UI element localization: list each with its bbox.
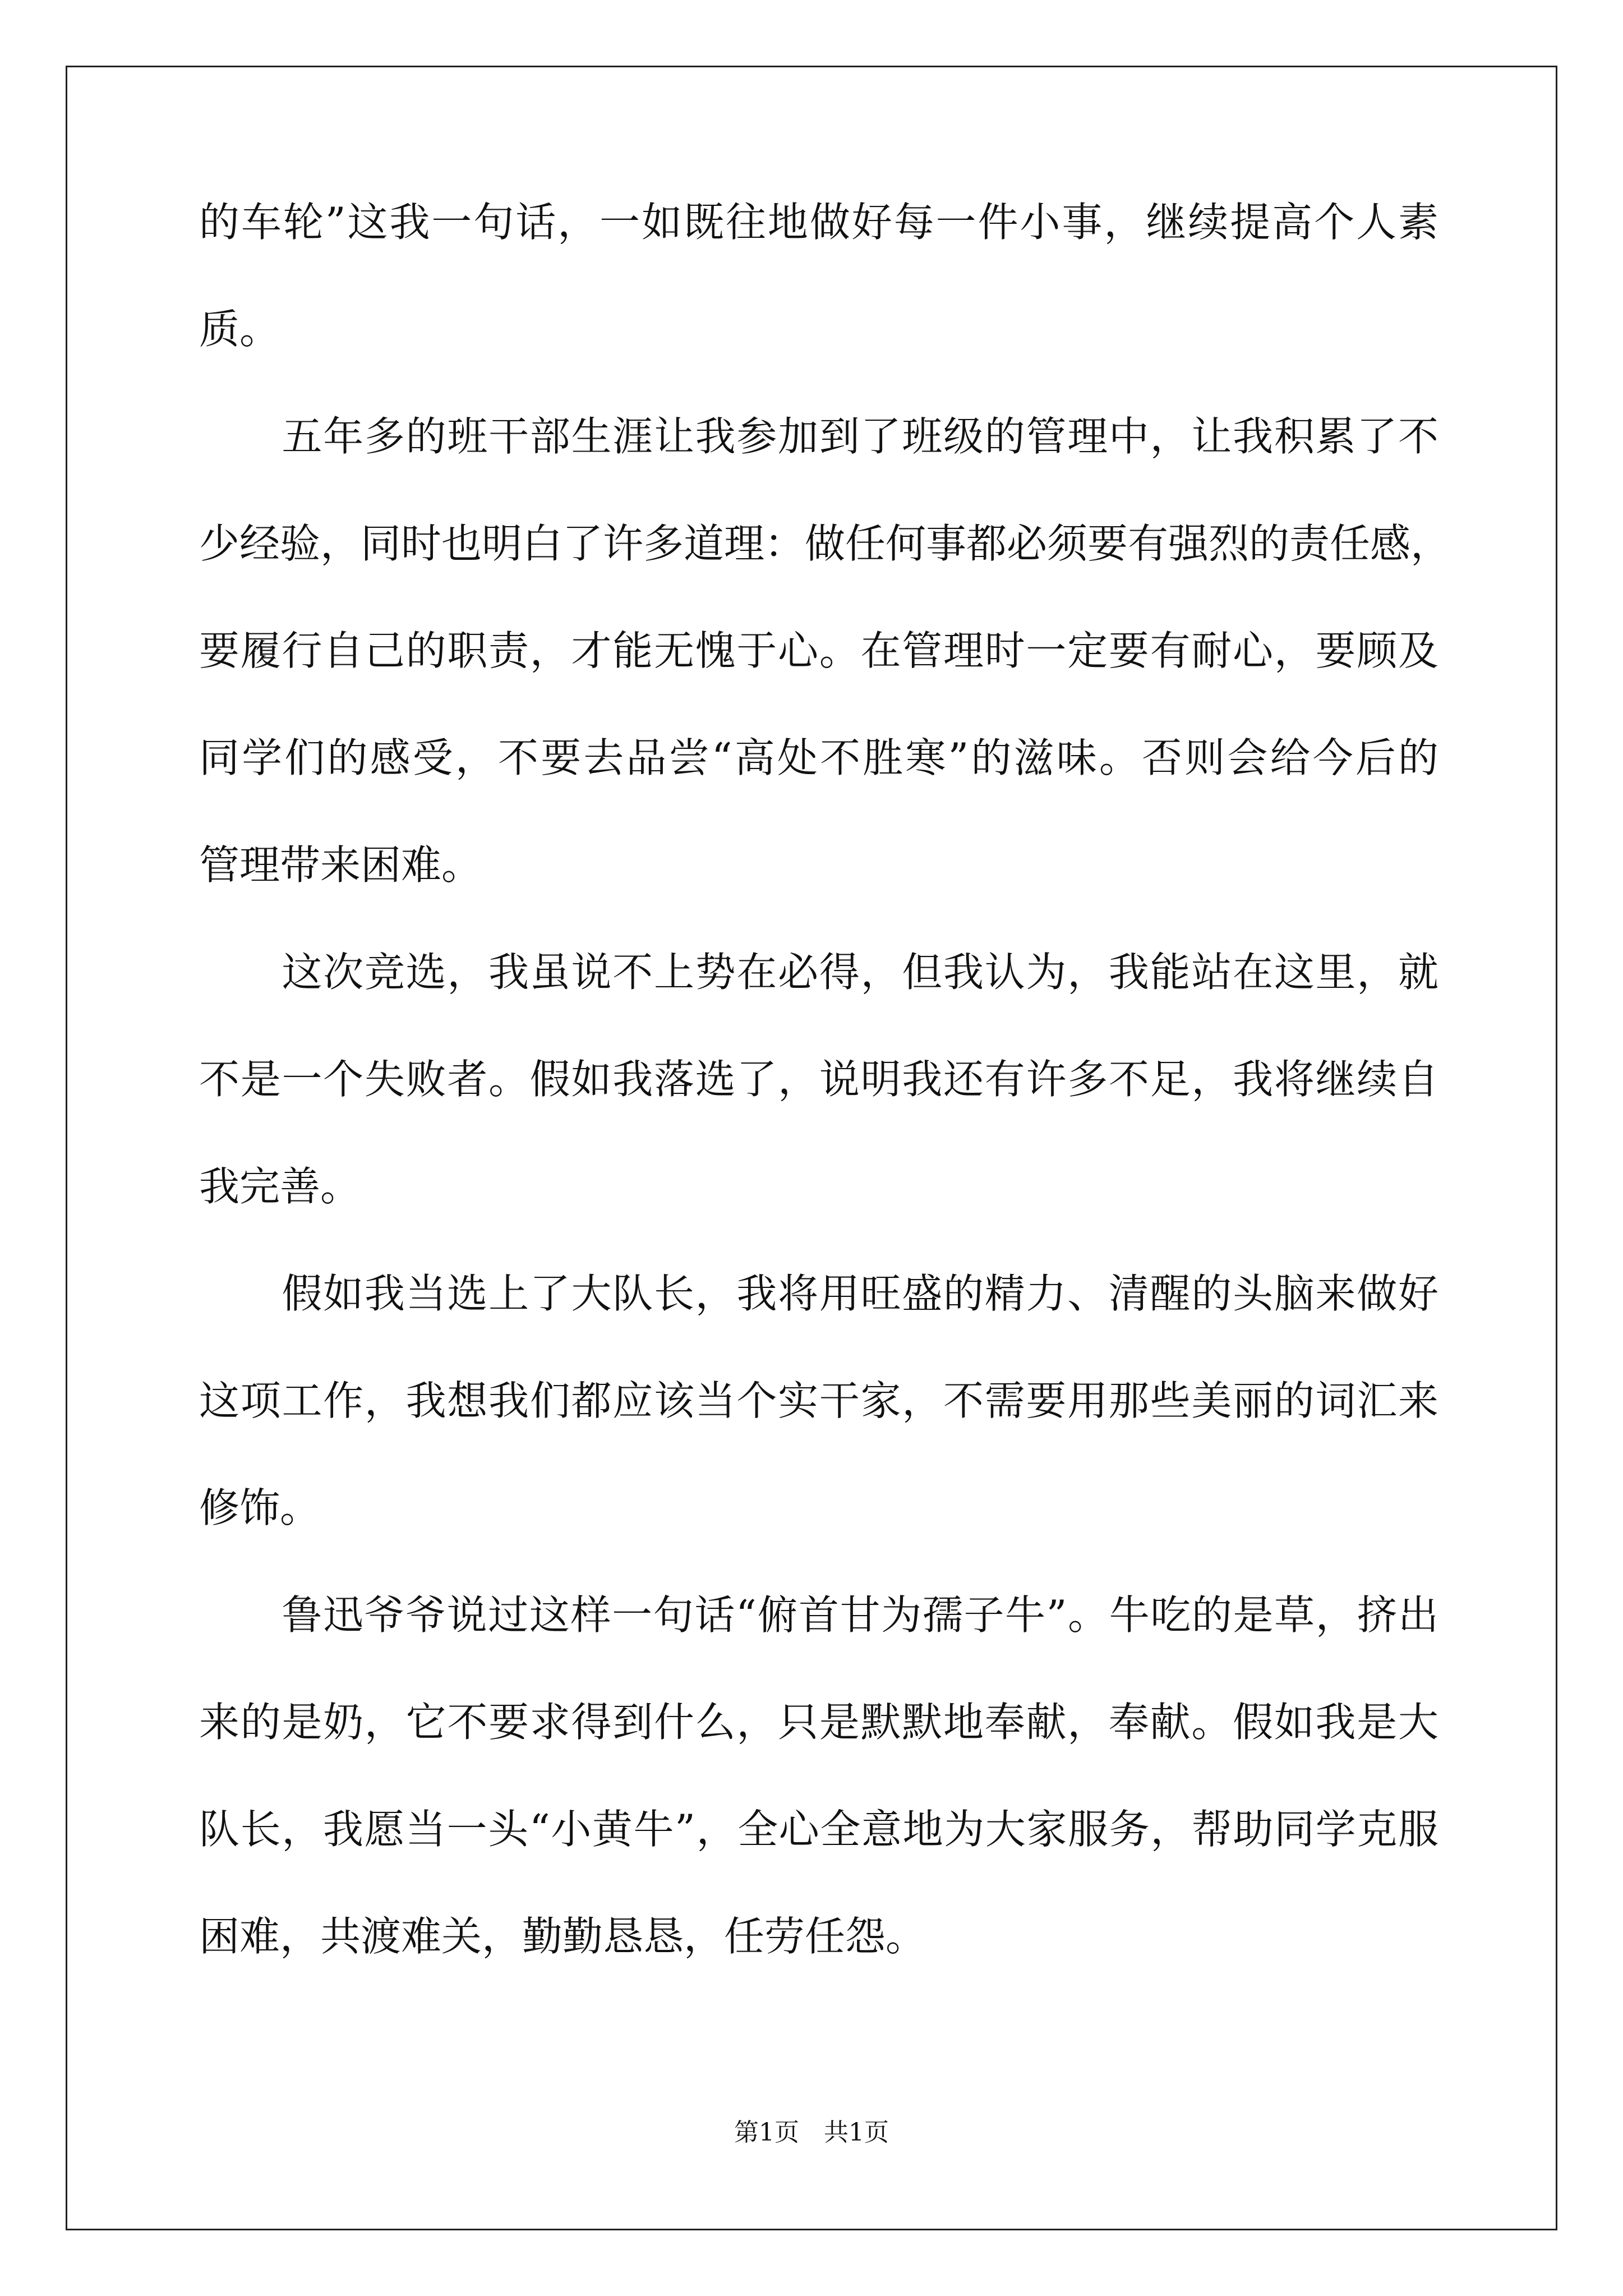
text-line: 五年多的班干部生涯让我参加到了班级的管理中，让我积累了不 [199,413,1438,460]
text-line: 这次竞选，我虽说不上势在必得，但我认为，我能站在这里，就 [199,949,1438,996]
text-line: 不是一个失败者。假如我落选了，说明我还有许多不足，我将继续自 [199,1056,1438,1103]
text-line: 质。 [199,306,280,353]
text-line: 少经验，同时也明白了许多道理：做任何事都必须要有强烈的责任感， [199,520,1451,567]
text-line: 修饰。 [199,1484,321,1531]
text-line: 管理带来困难。 [199,841,482,889]
text-line: 困难，共渡难关，勤勤恳恳，任劳任怨。 [199,1913,926,1960]
text-line: 假如我当选上了大队长，我将用旺盛的精力、清醒的头脑来做好 [199,1270,1438,1317]
text-line: 来的是奶，它不要求得到什么，只是默默地奉献，奉献。假如我是大 [199,1699,1438,1746]
text-line: 同学们的感受，不要去品尝“高处不胜寒”的滋味。否则会给今后的 [199,734,1438,781]
text-line: 鲁迅爷爷说过这样一句话“俯首甘为孺子牛”。牛吃的是草，挤出 [199,1591,1438,1639]
page-footer: 第1页 共1页 [734,2118,889,2147]
text-line: 这项工作，我想我们都应该当个实干家，不需要用那些美丽的词汇来 [199,1377,1438,1424]
text-line: 的车轮”这我一句话，一如既往地做好每一件小事，继续提高个人素 [199,199,1438,246]
document-body [199,199,1451,2023]
text-line: 我完善。 [199,1163,361,1210]
text-line: 要履行自己的职责，才能无愧于心。在管理时一定要有耐心，要顾及 [199,627,1438,674]
text-line: 队长，我愿当一头“小黄牛”，全心全意地为大家服务，帮助同学克服 [199,1806,1438,1853]
